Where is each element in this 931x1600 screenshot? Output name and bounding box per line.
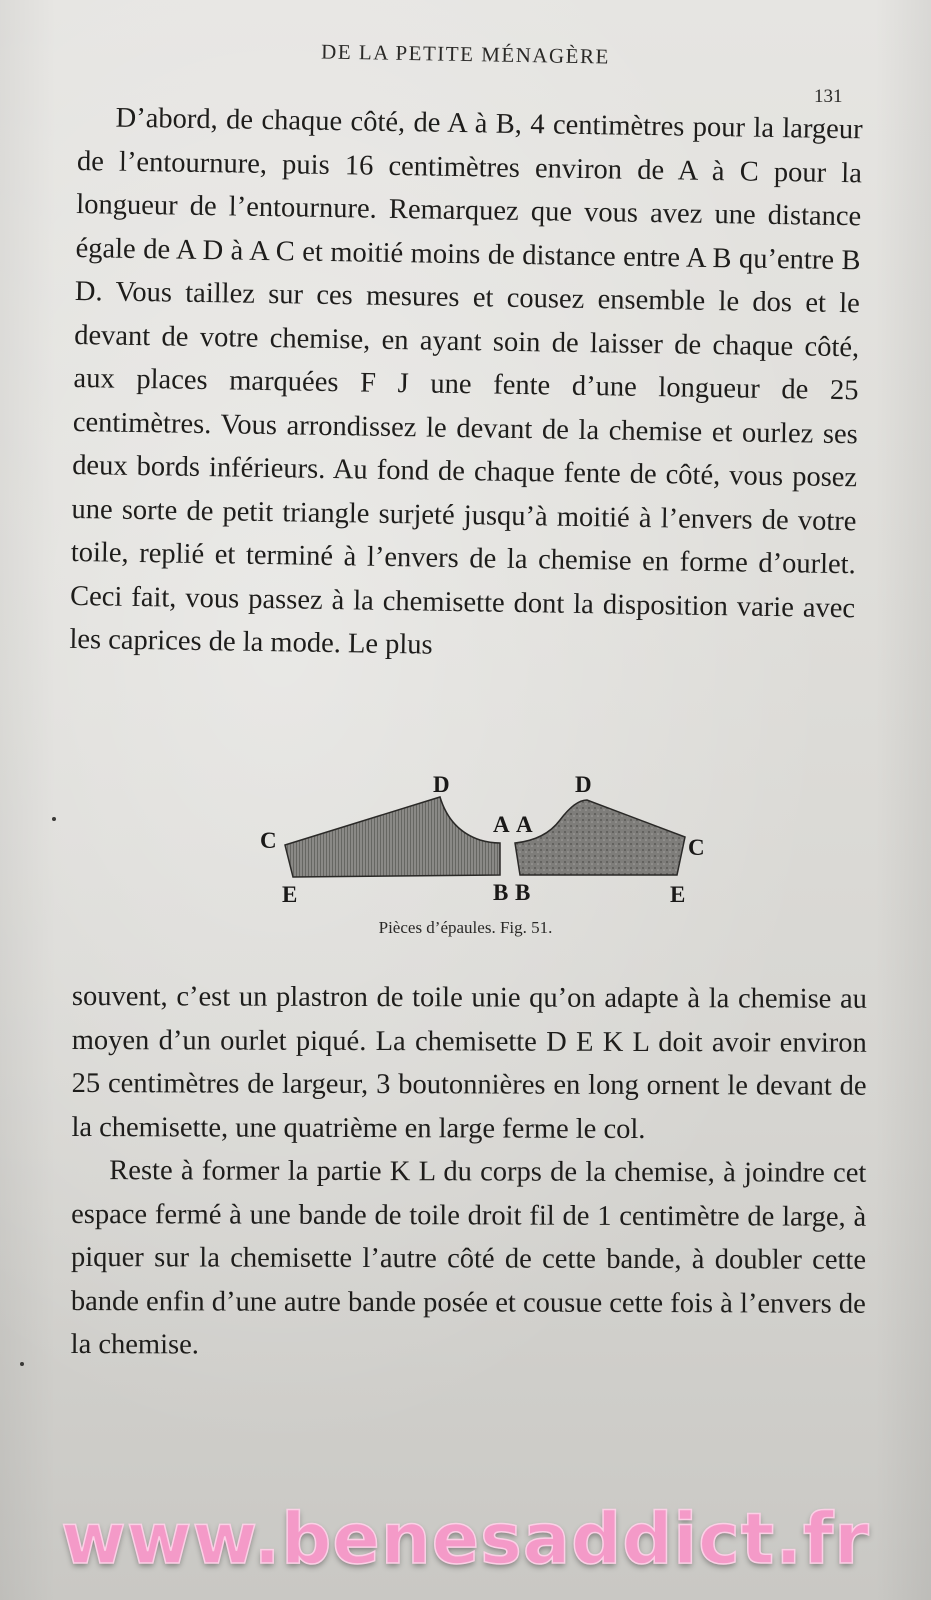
right-shoulder-piece xyxy=(515,800,685,875)
label-right-A: A xyxy=(516,812,533,837)
paper-speck xyxy=(52,817,56,821)
paragraph: Reste à former la partie K L du corps de la chemise, à joindre cet espace fermé à une bande de toile droit fil de 1 centimètre de large, à piquer sur la chemisette l’autre côté de cette bande, à doubler cette bande enfin d’une autre bande posée et cousue cette fois à l’envers de la chemise. xyxy=(70,1155,867,1361)
shoulder-pieces-diagram xyxy=(245,770,715,905)
body-text-after-figure xyxy=(71,975,867,1369)
body-text-before-figure xyxy=(69,96,863,674)
label-left-C: C xyxy=(260,828,277,853)
label-right-C: C xyxy=(688,835,705,860)
label-left-D: D xyxy=(433,772,450,797)
label-right-B: B xyxy=(515,880,531,905)
figure-caption: Pièces d’épaules. Fig. 51. xyxy=(378,918,553,937)
label-left-E: E xyxy=(282,882,298,905)
label-right-E: E xyxy=(670,882,686,905)
label-right-D: D xyxy=(575,772,592,797)
figure-shoulder-pieces xyxy=(245,770,715,905)
left-shoulder-piece xyxy=(285,797,500,877)
paper-speck xyxy=(20,1362,24,1366)
running-title: DE LA PETITE MÉNAGÈRE xyxy=(320,39,611,69)
label-left-B: B xyxy=(493,880,509,905)
page-number: 131 xyxy=(814,86,843,107)
label-left-A: A xyxy=(493,812,510,837)
watermark: www.benesaddict.fr xyxy=(61,1498,870,1580)
paragraph: D’abord, de chaque côté, de A à B, 4 centimètres pour la largeur de l’entournure, puis 16 centimètres environ de A à C pour la longueur de l’entournure. Remarquez que vous avez une distance égale de A D à A C et moitié moins de distance entre A B qu’entre B D. Vous taillez sur ces mesures et cousez ensemble le dos et le devant de votre chemise, en ayant soin de laisser de chaque côté, aux places marquées F J une fente d’une longueur de 25 centimètres. Vous arrondissez le devant de la chemise et ourlez ses deux bords inférieurs. Au fond de chaque fente de côté, vous posez une sorte de petit triangle surjeté jusqu’à moitié à l’envers de votre toile, replié et terminé à l’envers de la chemise en forme d’ourlet. Ceci fait, vous passez à la chemisette dont la disposition varie avec les caprices de la mode. Le plus xyxy=(69,102,863,661)
paragraph: souvent, c’est un plastron de toile unie qu’on adapte à la chemise au moyen d’un ourlet piqué. La chemisette D E K L doit avoir environ 25 centimètres de largeur, 3 boutonnières en long ornent le devant de la chemisette, une quatrième en large ferme le col. xyxy=(71,980,867,1145)
